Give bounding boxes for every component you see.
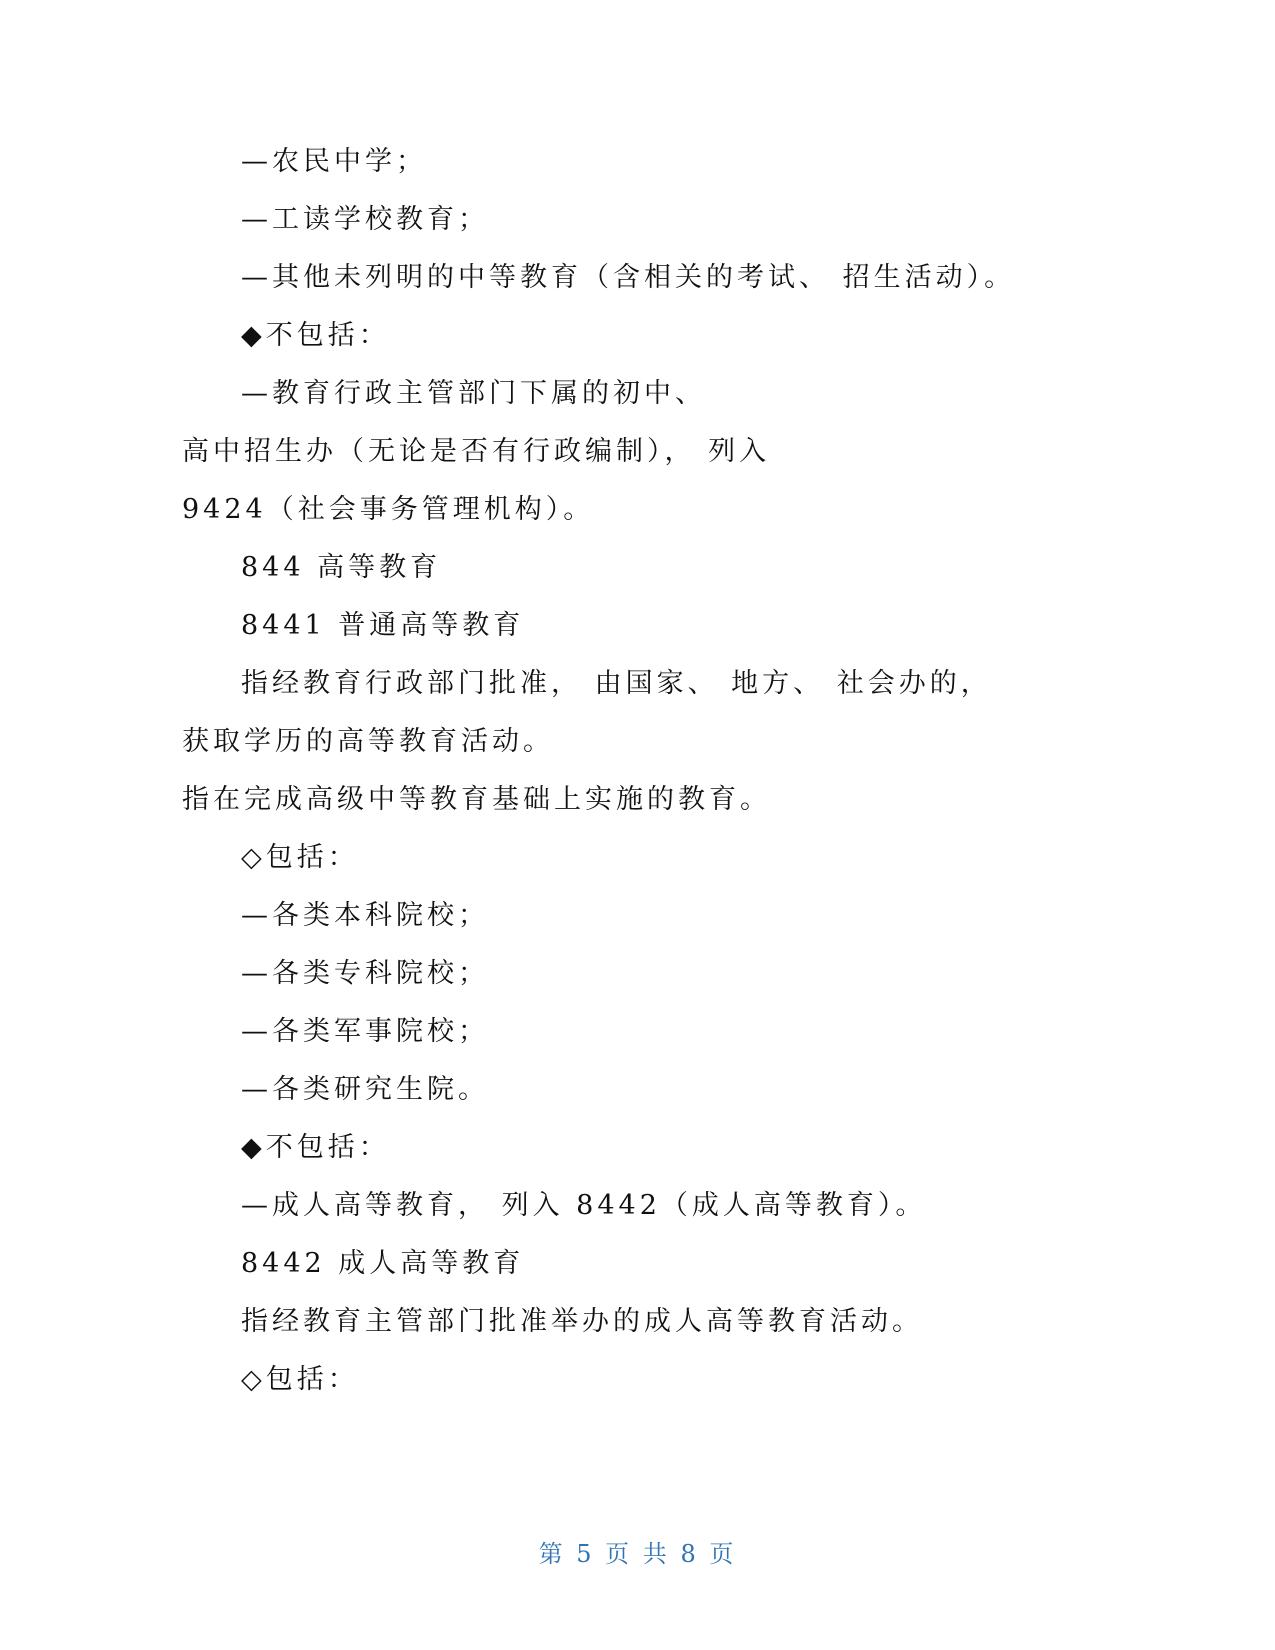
text-line-definition-cont: 获取学历的高等教育活动。 <box>182 726 554 757</box>
text-line-exclusion-cont: 高中招生办（无论是否有行政编制）， 列入 <box>182 436 771 467</box>
text-line-include-undergrad: —各类本科院校； <box>241 900 489 931</box>
text-line-work-study-school: —工读学校教育； <box>241 204 489 235</box>
text-line-definition: 指经教育行政部门批准， 由国家、 地方、 社会办的， <box>241 668 992 699</box>
text-line-farmer-middle-school: —农民中学； <box>241 146 427 177</box>
section-heading-844: 844 高等教育 <box>241 552 442 583</box>
text-line-include-junior: —各类专科院校； <box>241 958 489 989</box>
text-line-include-military: —各类军事院校； <box>241 1016 489 1047</box>
text-line-exclusion-adult: —成人高等教育， 列入 8442（成人高等教育）。 <box>241 1190 927 1221</box>
text-line-other-secondary: —其他未列明的中等教育（含相关的考试、 招生活动）。 <box>241 262 1016 293</box>
text-line-excludes-heading: ◆不包括： <box>241 320 390 351</box>
page-number-footer: 第 5 页 共 8 页 <box>538 1540 737 1568</box>
text-line-exclusion-code: 9424（社会事务管理机构）。 <box>182 494 595 525</box>
text-line-exclusion-item: —教育行政主管部门下属的初中、 <box>241 378 706 409</box>
text-line-definition-extra: 指在完成高级中等教育基础上实施的教育。 <box>182 784 771 815</box>
text-line-include-graduate: —各类研究生院。 <box>241 1074 489 1105</box>
text-line-includes-heading-2: ◇包括： <box>241 1364 359 1395</box>
text-line-adult-definition: 指经教育主管部门批准举办的成人高等教育活动。 <box>241 1306 923 1337</box>
section-heading-8442: 8442 成人高等教育 <box>241 1248 525 1279</box>
section-heading-8441: 8441 普通高等教育 <box>241 610 525 641</box>
text-line-excludes-heading-2: ◆不包括： <box>241 1132 390 1163</box>
text-line-includes-heading: ◇包括： <box>241 842 359 873</box>
